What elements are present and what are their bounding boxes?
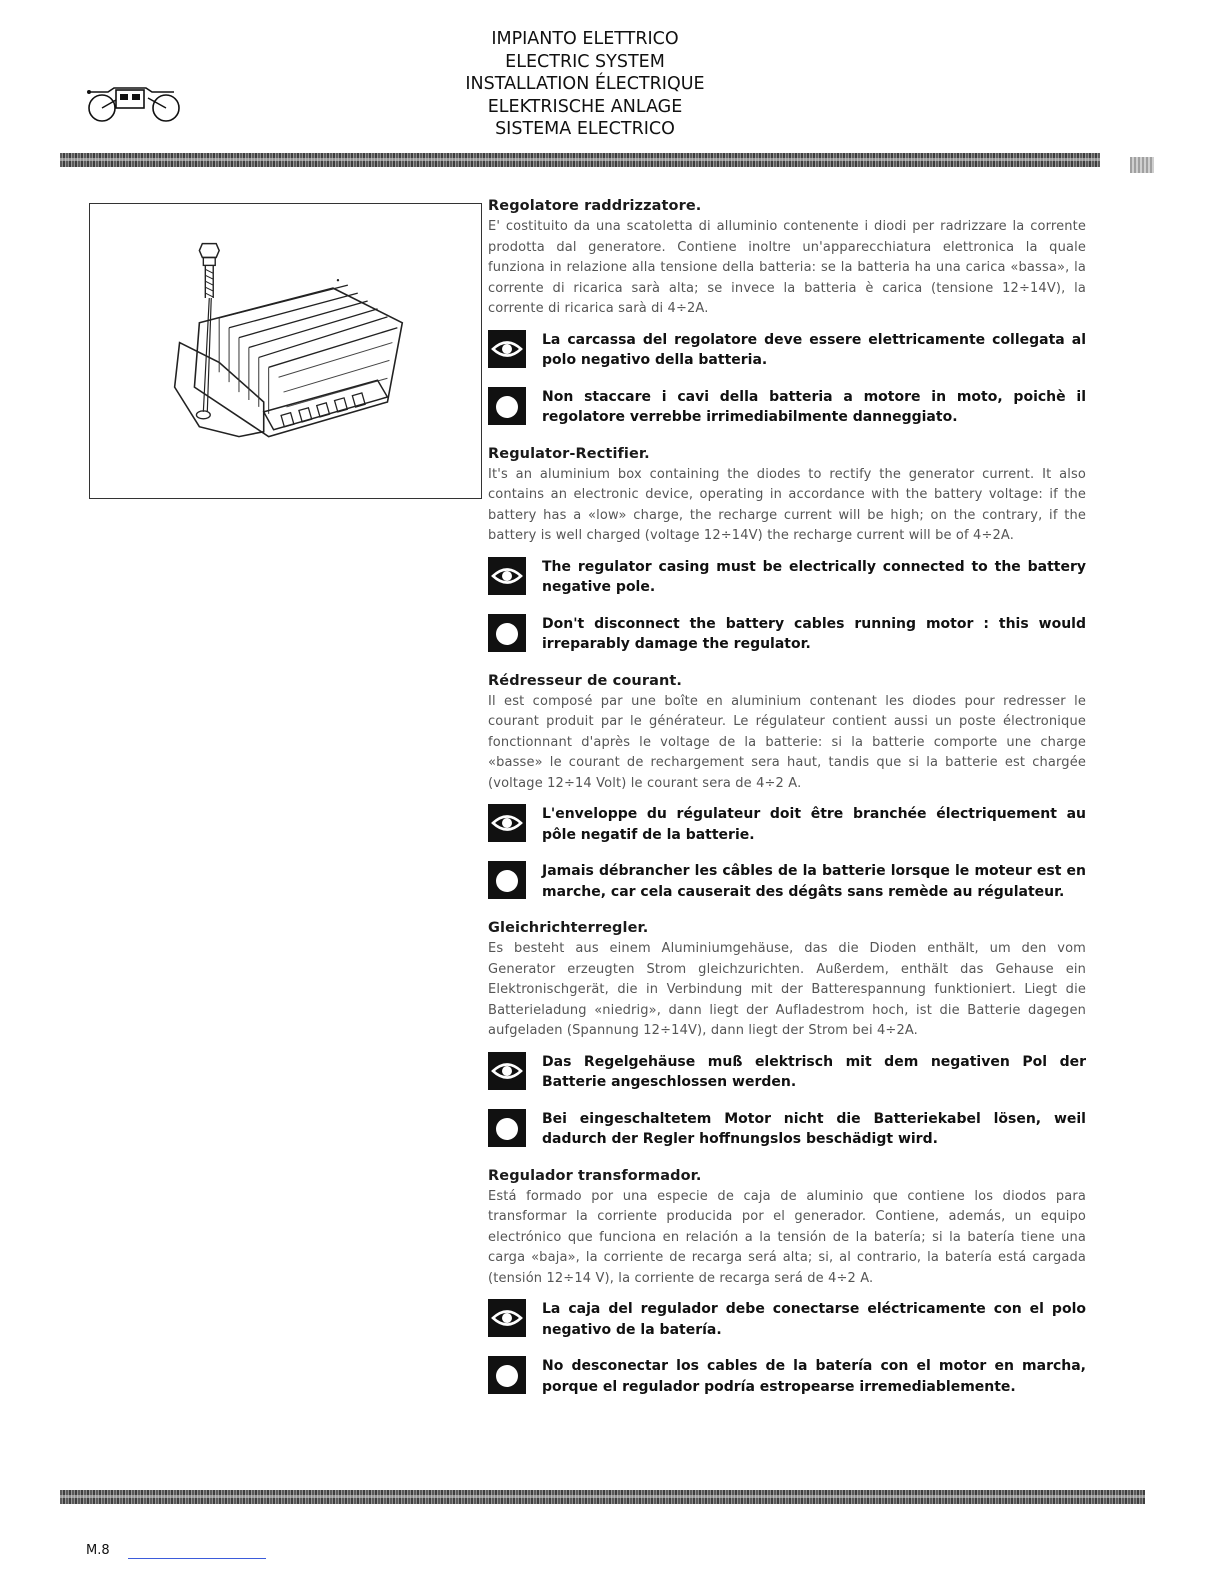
note-text: Das Regelgehäuse muß elektrisch mit dem negativen Pol der Batterie angeschlossen werden.: [542, 1053, 1086, 1090]
section-body: It's an aluminium box containing the diodes to rectify the generator current. It also contains an electronic device, operating in accordance with the battery voltage: if the battery has a «low» charge, the recharge current will be high; on the contrary, if the battery is well charged (voltage 12÷14V) the recharge current will be of 4÷2A.: [488, 466, 1086, 543]
section-title: Rédresseur de courant.: [488, 672, 683, 689]
section-title: Gleichrichterregler.: [488, 920, 649, 936]
note-item: [488, 861, 1086, 902]
section-body: Está formado por una especie de caja de aluminio que contiene los diodos para transformar la corriente producida por el generador. Contiene, además, un equipo electrónico que funciona en relación a la tensión de la batería; si la batería tiene una carga «baja», la corriente de recarga será alta; si, al contrario, la batería está cargada (tensión 12÷14 V), la corriente de recarga será de 4÷2 A.: [488, 1188, 1086, 1286]
note-item: [488, 330, 1086, 371]
note-item: [488, 1109, 1086, 1150]
content-column: [488, 196, 1086, 1413]
title-german: ELEKTRISCHE ANLAGE: [487, 96, 683, 117]
note-item: [488, 387, 1086, 428]
section-spanish: [488, 1166, 1086, 1398]
note-text: La carcassa del regolatore deve essere elettricamente collegata al polo negativo della batteria.: [542, 331, 1086, 368]
note-item: [488, 1299, 1086, 1340]
section-body: E' costituito da una scatoletta di alluminio contenente i diodi per radrizzare la corrente prodotta dal generatore. Contiene inoltre un'apparecchiatura elettronica la quale funziona in relazione alla tensione della batteria: se la batteria ha una carica «bassa», la corrente di ricarica sarà alta; se invece la batteria è carica (tensione 12÷14V), la corrente di ricarica sarà di 4÷2A.: [488, 219, 1086, 316]
eye-icon: [488, 804, 526, 842]
note-text: Jamais débrancher les câbles de la batterie lorsque le moteur est en marche, car cela causerait des dégâts sans remède au régulateur.: [542, 863, 1086, 900]
figure-frame: [89, 203, 482, 499]
note-item: [488, 1052, 1086, 1093]
section-body: Es besteht aus einem Aluminiumgehäuse, das die Dioden enthält, um den vom Generator erzeugten Strom gleichzurichten. Außerdem, enthält das Gehause ein Elektronischgerät, die in Verbindung mit der Batterespannung funktioniert. Liegt die Batterieladung «niedrig», dann liegt der Aufladestrom hoch, ist die Batterie dagegen aufgeladen (Spannung 12÷14V), dann liegt der Strom bei 4÷2A.: [488, 941, 1086, 1038]
title-italian: IMPIANTO ELETTRICO: [491, 29, 679, 49]
section-title: Regolatore raddrizzatore.: [488, 198, 702, 214]
footer-divider: [60, 1490, 1145, 1504]
section-french: [488, 671, 1086, 903]
title-spanish: SISTEMA ELECTRICO: [495, 119, 675, 139]
caution-icon: [488, 387, 526, 425]
note-text: No desconectar los cables de la batería con el motor en marcha, porque el regulador podría estropearse irremediablemente.: [542, 1358, 1086, 1395]
section-english: [488, 444, 1086, 655]
note-text: L'enveloppe du régulateur doit être branchée électriquement au pôle negatif de la batterie.: [542, 806, 1086, 843]
note-text: Don't disconnect the battery cables running motor : this would irreparably damage the regulator.: [542, 615, 1086, 652]
note-text: Non staccare i cavi della batteria a motore in moto, poichè il regolatore verrebbe irrimediabilmente danneggiato.: [542, 388, 1086, 425]
motorcycle-icon: [86, 78, 182, 124]
section-german: [488, 918, 1086, 1150]
section-italian: [488, 196, 1086, 428]
eye-icon: [488, 1052, 526, 1090]
caution-icon: [488, 1356, 526, 1394]
header-titles: [430, 28, 740, 141]
title-english: ELECTRIC SYSTEM: [505, 51, 665, 72]
caution-icon: [488, 1109, 526, 1147]
note-item: [488, 804, 1086, 845]
eye-icon: [488, 557, 526, 595]
eye-icon: [488, 1299, 526, 1337]
header-divider-tail: [1130, 157, 1154, 173]
page-number: M.8: [86, 1543, 110, 1558]
caution-icon: [488, 614, 526, 652]
section-title: Regulador transformador.: [488, 1167, 702, 1184]
regulator-rectifier-illustration: [90, 204, 480, 497]
section-title: Regulator-Rectifier.: [488, 445, 650, 462]
note-item: [488, 614, 1086, 655]
header-divider: [60, 153, 1100, 167]
caution-icon: [488, 861, 526, 899]
note-item: [488, 1356, 1086, 1397]
section-body: Il est composé par une boîte en aluminium contenant les diodes pour redresser le courant produit par le générateur. Le régulateur contient aussi un poste électronique fonctionnant d'après le voltage de la batterie: si la batterie comporte une charge «basse» le courant de rechargement sera haut, tandis que si la batterie est chargée (voltage 12÷14 Volt) le courant sera de 4÷2 A.: [488, 693, 1086, 791]
eye-icon: [488, 330, 526, 368]
note-text: Bei eingeschaltetem Motor nicht die Batteriekabel lösen, weil dadurch der Regler hoffnungslos beschädigt wird.: [542, 1110, 1086, 1147]
note-text: The regulator casing must be electrically connected to the battery negative pole.: [542, 558, 1086, 595]
footer-rule: [128, 1558, 266, 1559]
note-text: La caja del regulador debe conectarse eléctricamente con el polo negativo de la batería.: [542, 1301, 1086, 1338]
title-french: INSTALLATION ÉLECTRIQUE: [465, 74, 705, 94]
note-item: [488, 557, 1086, 598]
